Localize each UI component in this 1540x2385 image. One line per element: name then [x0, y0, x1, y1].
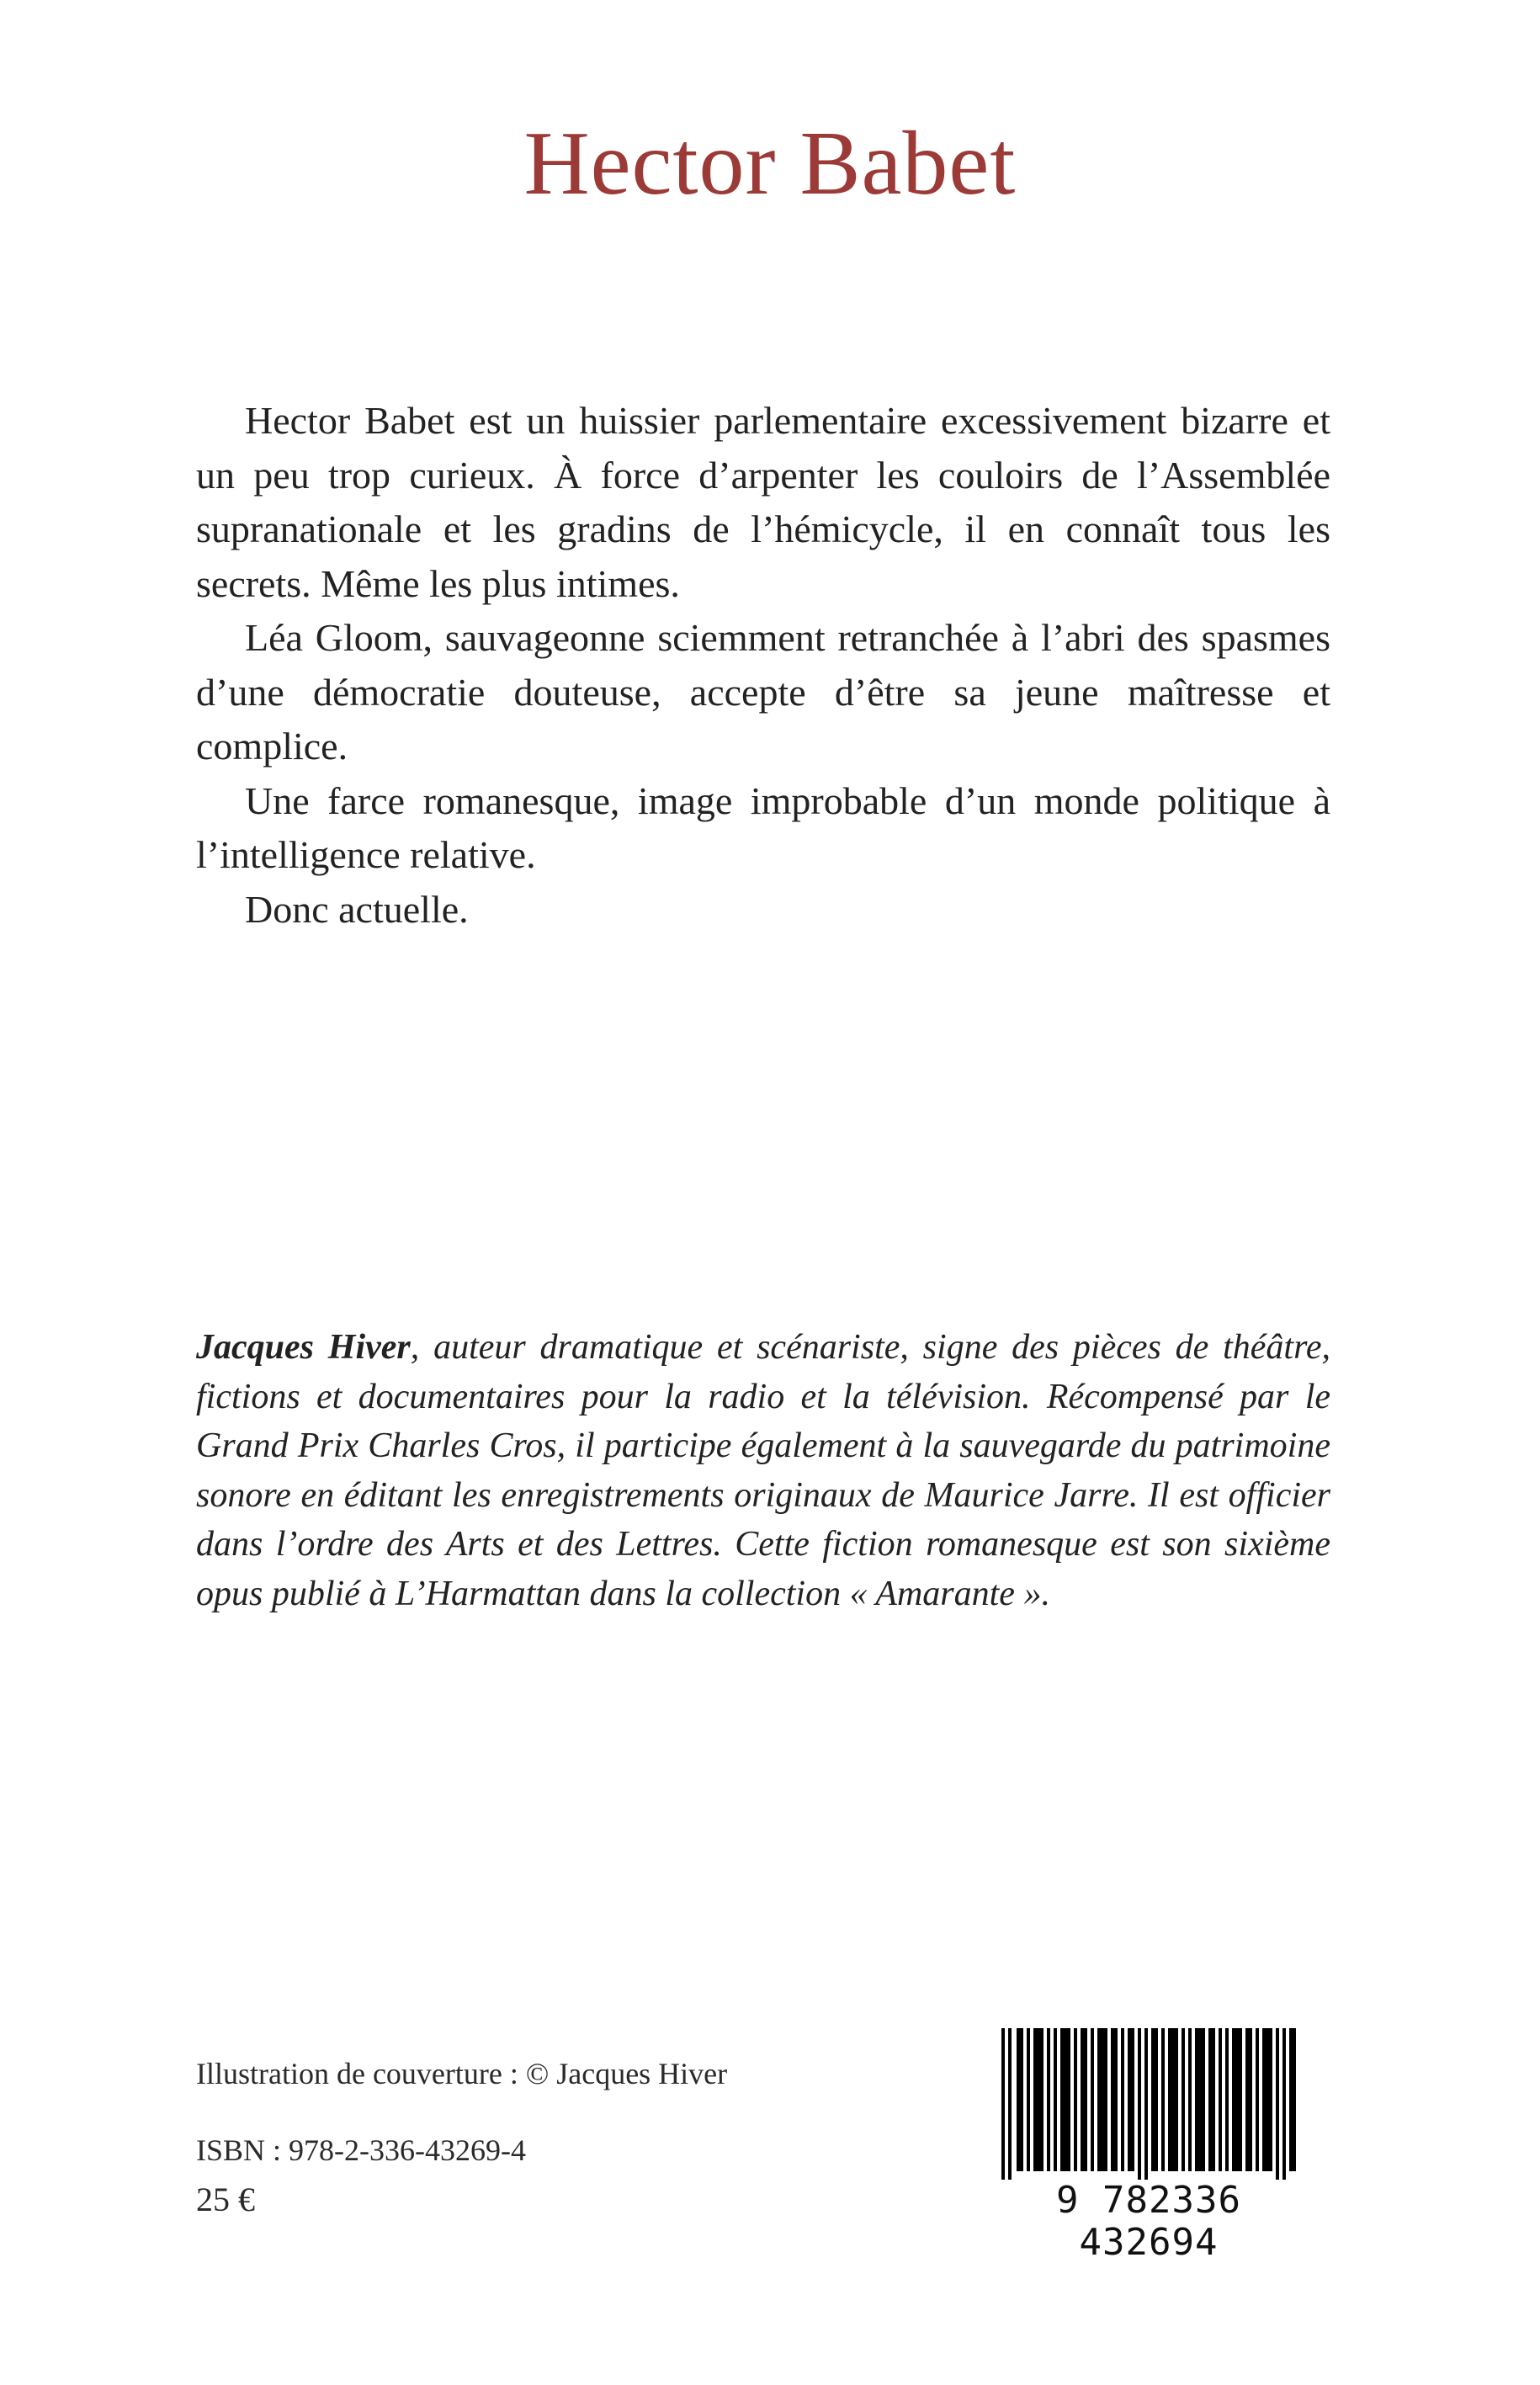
- author-name: Jacques Hiver: [196, 1328, 411, 1367]
- price: 25 €: [196, 2180, 255, 2218]
- author-bio: [196, 1323, 1330, 1618]
- blurb-paragraph: Donc actuelle.: [245, 887, 469, 931]
- back-cover-blurb: [196, 394, 1330, 937]
- barcode-bars-graphic: [1001, 2028, 1296, 2180]
- isbn-barcode: [976, 2024, 1321, 2264]
- illustration-credit: Illustration de couverture : © Jacques Hiver: [196, 2057, 728, 2090]
- blurb-paragraph: Une farce romanesque, image improbable d’un monde politique à l’intelligence relative.: [196, 778, 1330, 876]
- blurb-paragraph: Hector Babet est un huissier parlementaire excessivement bizarre et un peu trop curieux. À force d’arpenter les couloirs de l’Assemblée supranationale et les gradins de l’hémicycle, il en connaît tous les secrets. Même les plus intimes.: [196, 399, 1330, 605]
- author-bio-text: , auteur dramatique et scénariste, signe des pièces de théâtre, fictions et documentaires pour la radio et la télévision. Récompensé par le Grand Prix Charles Cros, il participe également à la sauvegarde du patrimoine sonore en éditant les enregistrements originaux de Maurice Jarre. Il est officier dans l’ordre des Arts et des Lettres. Cette fiction romanesque est son sixième opus publié à L’Harmattan dans la collection « Amarante ».: [196, 1328, 1331, 1613]
- isbn: ISBN : 978-2-336-43269-4: [196, 2133, 526, 2167]
- book-title: Hector Babet: [523, 114, 1017, 214]
- barcode-digits: 9 782336 432694: [1056, 2179, 1241, 2264]
- blurb-paragraph: Léa Gloom, sauvageonne sciemment retranchée à l’abri des spasmes d’une démocratie douteuse, accepte d’être sa jeune maîtresse et complice.: [196, 616, 1330, 768]
